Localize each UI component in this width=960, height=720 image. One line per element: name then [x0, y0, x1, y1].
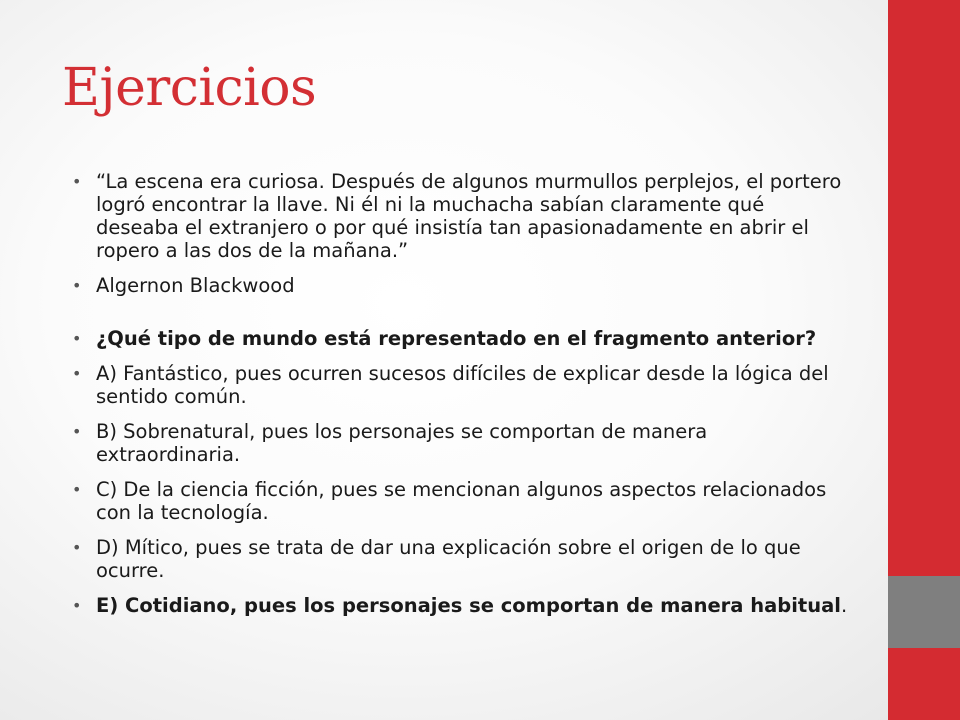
sidebar-gray-band	[888, 576, 960, 648]
bullet-icon: •	[72, 422, 82, 441]
bullet-icon: •	[72, 538, 82, 557]
option-b-text: B) Sobrenatural, pues los personajes se comportan de manera extraordinaria.	[96, 420, 708, 466]
list-item-quote	[72, 170, 852, 262]
list-item-option-c	[72, 478, 852, 524]
list-item-option-e	[72, 594, 852, 617]
sidebar-red-band	[888, 0, 960, 576]
question-text: ¿Qué tipo de mundo está representado en el fragmento anterior?	[96, 327, 817, 350]
bullet-icon: •	[72, 480, 82, 499]
bullet-icon: •	[72, 364, 82, 383]
option-e-period: .	[840, 594, 848, 617]
bullet-icon: •	[72, 276, 82, 295]
slide-title: Ejercicios	[62, 58, 317, 118]
option-e-text: E) Cotidiano, pues los personajes se comportan de manera habitual	[96, 594, 841, 617]
option-a-text: A) Fantástico, pues ocurren sucesos difíciles de explicar desde la lógica del sentido común.	[96, 362, 829, 408]
list-item-option-a	[72, 362, 852, 408]
bullet-icon: •	[72, 596, 82, 615]
decorative-sidebar	[888, 0, 960, 720]
bullet-icon: •	[72, 172, 82, 191]
list-item-question	[72, 327, 852, 350]
author-text: Algernon Blackwood	[96, 274, 295, 297]
option-c-text: C) De la ciencia ficción, pues se mencionan algunos aspectos relacionados con la tecnología.	[96, 478, 827, 524]
option-d-text: D) Mítico, pues se trata de dar una explicación sobre el origen de lo que ocurre.	[96, 536, 801, 582]
sidebar-red-band-bottom	[888, 648, 960, 720]
quote-text: “La escena era curiosa. Después de algunos murmullos perplejos, el portero logró encontrar la llave. Ni él ni la muchacha sabían claramente qué deseaba el extranjero o por qué insistía tan apasionadamente en abrir el ropero a las dos de la mañana.”	[96, 170, 842, 262]
list-item-option-b	[72, 420, 852, 466]
list-item-author	[72, 274, 852, 297]
bullet-list	[72, 170, 852, 629]
list-item-option-d	[72, 536, 852, 582]
bullet-icon: •	[72, 329, 82, 348]
